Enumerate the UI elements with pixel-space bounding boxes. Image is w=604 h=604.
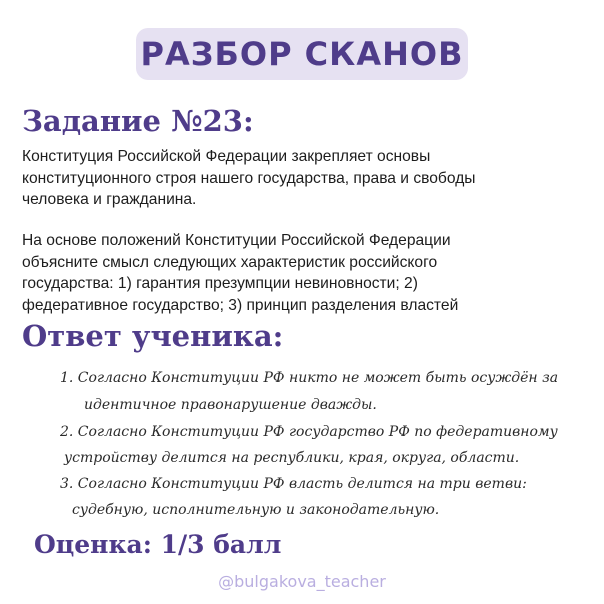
handwritten-line: 1. Согласно Конституции РФ никто не может быть осуждён за [60, 370, 559, 386]
text-line: объясните смысл следующих характеристик российского [22, 253, 438, 271]
task-paragraph-1 [22, 146, 592, 211]
task-paragraph-2 [22, 230, 592, 316]
handwritten-line: судебную, исполнительную и законодательную. [72, 502, 440, 518]
text-line: На основе положений Конституции Российской Федерации [22, 232, 451, 249]
handwritten-line: идентичное правонарушение дважды. [84, 397, 377, 413]
text-line: Конституция Российской Федерации закрепляет основы [22, 148, 431, 165]
text-line: государства: 1) гарантия презумпции невиновности; 2) [22, 275, 418, 292]
author-handle: @bulgakova_teacher [218, 572, 386, 591]
task-heading: Задание №23: [22, 104, 254, 138]
text-line: человека и гражданина. [22, 191, 197, 208]
grade-label: Оценка: 1/3 балл [34, 530, 282, 559]
handwritten-line: 2. Согласно Конституции РФ государство РФ по федеративному [60, 424, 558, 440]
text-line: конституционного строя нашего государства, права и свободы [22, 169, 476, 187]
page-title: РАЗБОР СКАНОВ [140, 35, 464, 73]
handwritten-line: 3. Согласно Конституции РФ власть делится на три ветви: [60, 476, 527, 492]
title-banner [136, 28, 468, 80]
text-line: федеративное государство; 3) принцип разделения властей [22, 296, 459, 314]
handwritten-line: устройству делится на республики, края, округа, области. [64, 450, 520, 466]
answer-heading: Ответ ученика: [22, 319, 284, 353]
